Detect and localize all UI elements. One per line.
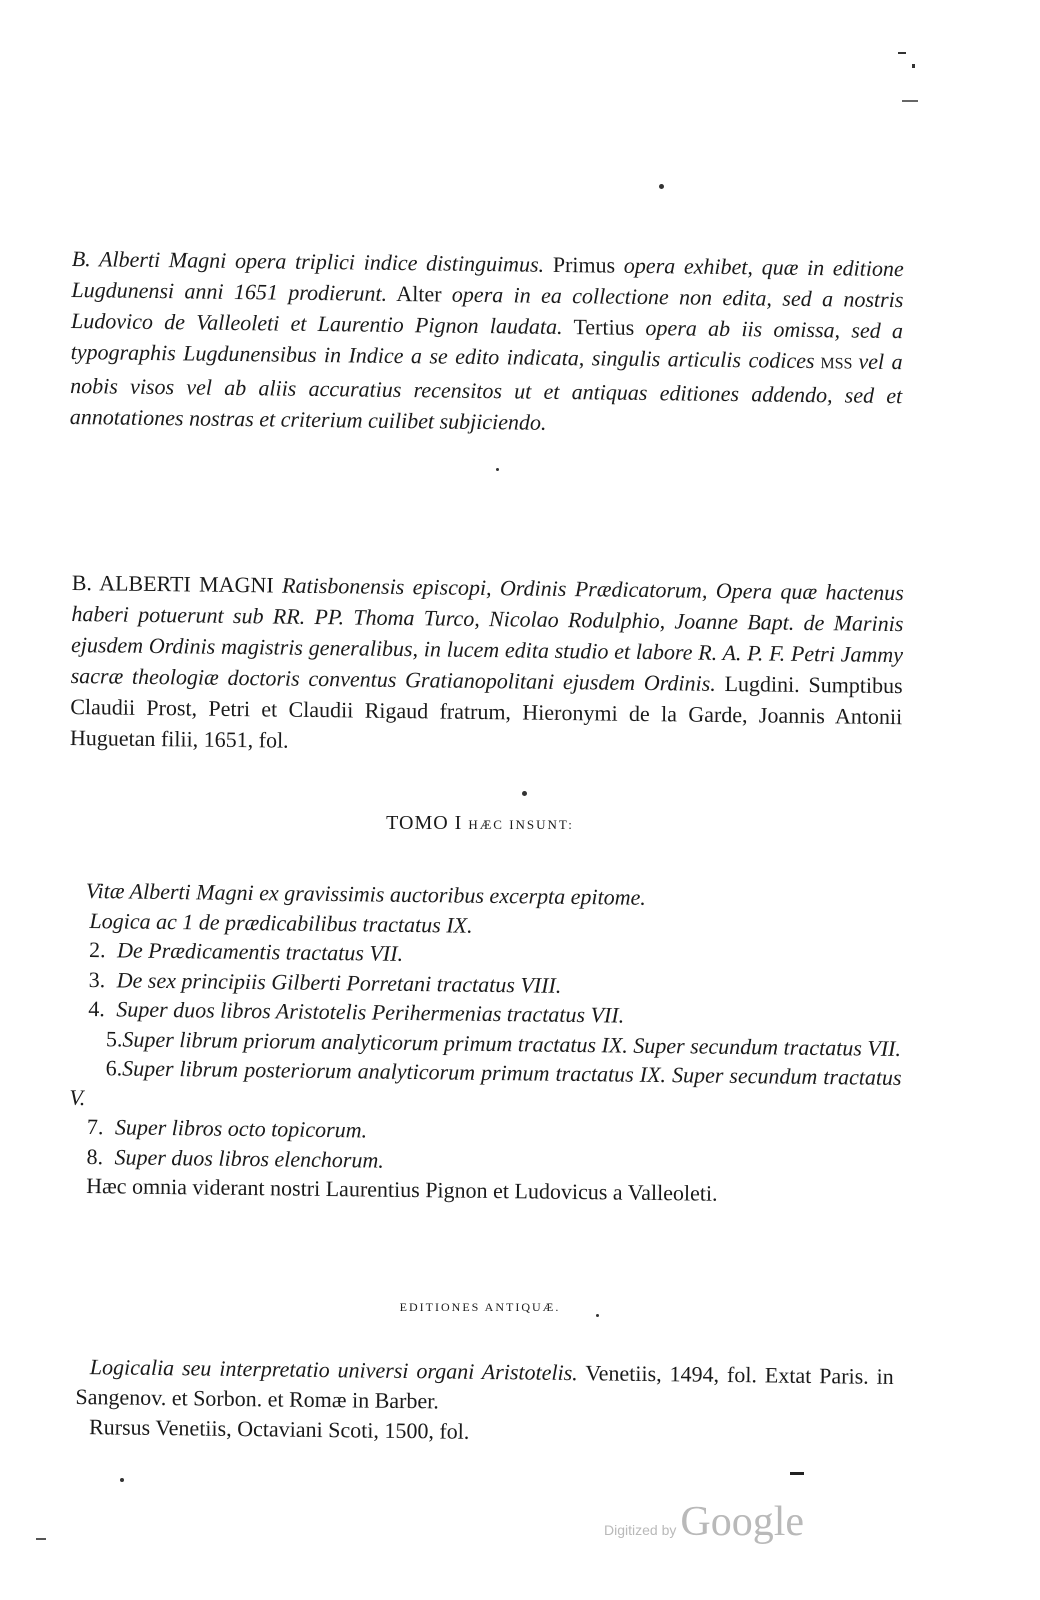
contents-closing-note: Hæc omnia viderant nostri Laurentius Pignon et Ludovicus a Valleoleti. bbox=[86, 1173, 718, 1206]
item-text: Super librum posteriorum analyticorum primum tractatus IX. Super secundum tractatus V. bbox=[69, 1055, 902, 1110]
edition-title-text: Ratisbonensis episcopi, Ordinis Prædicatorum, Opera quæ hactenus haberi potuerunt sub RR. PP. Thoma Turco, Nicolao Rodulphio, Joanne Bapt. de Marinis ejusdem Ordinis magistris generalibus, in lucem edita studio et labore R. A. P. F. Petri Jammy sacræ theologiæ doctoris conventus Gratianopolitani ejusdem Ordinis. bbox=[70, 572, 904, 696]
scan-speck bbox=[496, 468, 499, 471]
scan-speck bbox=[522, 791, 527, 796]
edition-title-paragraph bbox=[70, 567, 904, 763]
item-number: 6. bbox=[105, 1055, 123, 1081]
paragraph-text: Alter bbox=[386, 280, 453, 307]
index-description-paragraph bbox=[70, 243, 904, 442]
edition-title: Logicalia seu interpretatio universi organi Aristotelis. bbox=[89, 1354, 578, 1386]
item-number: 2. bbox=[88, 937, 106, 963]
contents-list bbox=[69, 876, 904, 1210]
paragraph-text: opera exhibet, quæ in editione Lugdunensi anni 1651 prodierunt. bbox=[71, 252, 904, 306]
paragraph-text: MSS bbox=[814, 355, 859, 373]
scan-speck bbox=[659, 184, 664, 189]
paragraph-text: opera in ea collectione non edita, sed a nostris Ludovico de Valleoleti et Laurentio Pignon laudata. bbox=[70, 281, 904, 339]
item-text: Vitæ Alberti Magni ex gravissimis auctoribus excerpta epitome. bbox=[85, 877, 647, 910]
paragraph-text: Tertius bbox=[562, 314, 646, 341]
paragraph-text: opera ab iis omissa, sed a typographis Lugdunensibus in Indice a se edito indicata, singulis articulis codices bbox=[70, 315, 904, 374]
tome-heading-small: HÆC INSUNT: bbox=[468, 817, 574, 832]
tome-heading-main: TOMO I bbox=[386, 812, 469, 834]
item-text: De Prædicamentis tractatus VII. bbox=[116, 937, 404, 966]
item-number: 3. bbox=[88, 966, 106, 992]
item-number: 7. bbox=[86, 1114, 104, 1140]
tome-heading bbox=[0, 812, 1000, 835]
item-text: Super duos libros elenchorum. bbox=[114, 1143, 384, 1173]
author-name: B. ALBERTI MAGNI bbox=[71, 569, 283, 598]
scan-speck bbox=[790, 1472, 804, 1475]
imprint-text: Lugdini. Sumptibus Claudii Prost, Petri et Claudii Rigaud fratrum, Hieronymi de la Garde, Joannis Antonii Huguetan filii, 1651, fol. bbox=[69, 670, 903, 753]
scan-speck bbox=[902, 100, 918, 102]
google-logo: Google bbox=[680, 1499, 805, 1545]
paragraph-text: vel a nobis visos vel ab aliis accuratius recensitos ut et antiquas editiones addendo, sed et annotationes nostras et criterium cuilibet subjiciendo. bbox=[69, 348, 903, 435]
watermark-prefix: Digitized by bbox=[604, 1522, 677, 1538]
edition-entry: Rursus Venetiis, Octaviani Scoti, 1500, fol. bbox=[88, 1414, 470, 1444]
item-text: Super duos libros Aristotelis Perihermenias tractatus VII. bbox=[116, 996, 625, 1028]
item-text: Super libros octo topicorum. bbox=[114, 1114, 368, 1143]
edition-details: Venetiis, 1494, fol. Extat Paris. in Sangenov. et Sorbon. et Romæ in Barber. bbox=[75, 1360, 894, 1414]
item-text: De sex principiis Gilberti Porretani tractatus VIII. bbox=[116, 966, 562, 998]
scan-speck bbox=[912, 64, 915, 68]
item-text: Logica ac 1 de prædicabilibus tractatus IX. bbox=[89, 907, 473, 938]
item-text: Super librum priorum analyticorum primum tractatus IX. Super secundum tractatus VII. bbox=[122, 1025, 902, 1061]
item-number: 4. bbox=[88, 996, 106, 1022]
list-item bbox=[65, 1053, 902, 1122]
paragraph-text: Primus bbox=[543, 251, 625, 278]
editions-list bbox=[75, 1352, 894, 1452]
scan-speck bbox=[898, 52, 906, 54]
item-number: 5. bbox=[105, 1025, 123, 1051]
google-watermark bbox=[604, 1498, 804, 1546]
edition-entry bbox=[75, 1352, 894, 1422]
scan-speck bbox=[120, 1478, 124, 1482]
paragraph-text: B. Alberti Magni opera triplici indice distinguimus. bbox=[71, 245, 545, 277]
editions-heading: EDITIONES ANTIQUÆ. bbox=[399, 1300, 561, 1314]
item-number: 8. bbox=[86, 1143, 104, 1169]
scan-speck bbox=[36, 1538, 46, 1540]
